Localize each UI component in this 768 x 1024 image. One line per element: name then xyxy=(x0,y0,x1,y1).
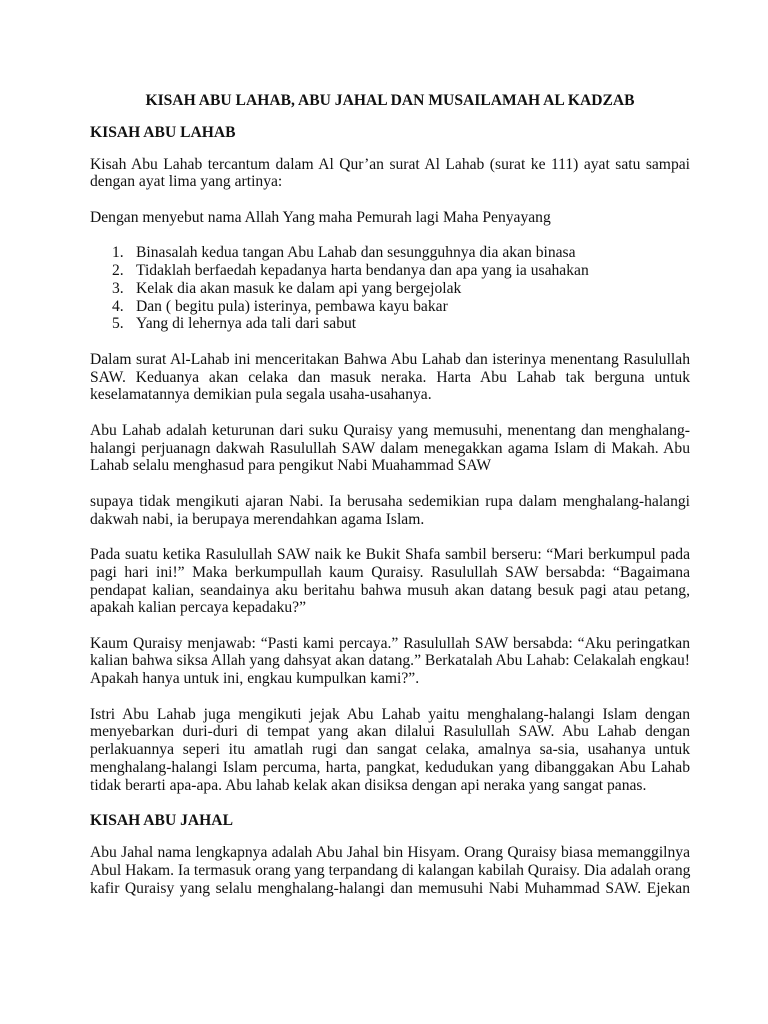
text-line: halangi perjuanagn dakwah Rasulullah SAW dalam menegakkan agama Islam di Makah. Abu xyxy=(90,439,690,457)
intro-paragraph xyxy=(90,156,690,192)
bismillah-paragraph xyxy=(90,209,690,227)
text-line: kalian bahwa siksa Allah yang dahsyat akan datang.” Berkatalah Abu Lahab: Celakalah engkau! xyxy=(90,652,690,670)
text-line: Abu Lahab adalah keturunan dari suku Quraisy yang memusuhi, menentang dan menghalang- xyxy=(90,421,690,439)
list-number: 4. xyxy=(112,297,124,315)
body-paragraph xyxy=(90,422,690,475)
text-line: menyebarkan duri-duri di tempat yang akan dilalui Rasulullah SAW. Abu Lahab dengan xyxy=(90,723,690,741)
list-item xyxy=(90,298,690,316)
list-text: Dan ( begitu pula) isterinya, pembawa kayu bakar xyxy=(136,297,448,315)
text-line: SAW. Keduanya akan celaka dan masuk neraka. Harta Abu Lahab tak berguna untuk xyxy=(90,368,690,386)
text-line: dengan ayat lima yang artinya: xyxy=(90,173,283,191)
body-paragraph xyxy=(90,546,690,617)
text-line: menghalang-halangi Islam percuma, harta, pangkat, kedudukan yang dibanggakan Abu Lahab xyxy=(90,759,690,777)
verse-list xyxy=(90,244,690,333)
text-line: Dengan menyebut nama Allah Yang maha Pemurah lagi Maha Penyayang xyxy=(90,208,551,226)
body-paragraph xyxy=(90,493,690,529)
list-text: Tidaklah berfaedah kepadanya harta bendanya dan apa yang ia usahakan xyxy=(136,261,589,279)
text-line: perlakuannya seperi itu amatlah rugi dan sangat celaka, amalnya sa-sia, usahanya untuk xyxy=(90,741,690,759)
list-text: Yang di lehernya ada tali dari sabut xyxy=(136,315,357,333)
text-line: Abu Jahal nama lengkapnya adalah Abu Jahal bin Hisyam. Orang Quraisy biasa memanggilnya xyxy=(90,844,690,862)
list-number: 3. xyxy=(112,279,124,297)
document-title: KISAH ABU LAHAB, ABU JAHAL DAN MUSAILAMAH AL KADZAB xyxy=(145,92,635,109)
list-text: Binasalah kedua tangan Abu Lahab dan sesungguhnya dia akan binasa xyxy=(136,244,576,262)
text-line: kafir Quraisy yang selalu menghalang-halangi dan memusuhi Nabi Muhammad SAW. Ejekan xyxy=(90,879,690,897)
text-line: Lahab selalu menghasud para pengikut Nabi Muahammad SAW xyxy=(90,457,492,475)
section-heading-abu-jahal: KISAH ABU JAHAL xyxy=(90,812,233,830)
list-item xyxy=(90,280,690,298)
text-line: tidak berarti apa-apa. Abu lahab kelak akan disiksa dengan api neraka yang sangat panas. xyxy=(90,776,647,794)
text-line: Kaum Quraisy menjawab: “Pasti kami percaya.” Rasulullah SAW bersabda: “Aku peringatkan xyxy=(90,634,690,652)
body-paragraph xyxy=(90,706,690,795)
list-item xyxy=(90,262,690,280)
document-page xyxy=(90,92,690,915)
text-line: Pada suatu ketika Rasulullah SAW naik ke Bukit Shafa sambil berseru: “Mari berkumpul pada xyxy=(90,545,690,563)
text-line: dakwah nabi, ia berupaya merendahkan agama Islam. xyxy=(90,510,425,528)
list-item xyxy=(90,244,690,262)
list-text: Kelak dia akan masuk ke dalam api yang bergejolak xyxy=(136,279,462,297)
text-line: Istri Abu Lahab juga mengikuti jejak Abu Lahab yaitu menghalang-halangi Islam dengan xyxy=(90,705,690,723)
text-line: Dalam surat Al-Lahab ini menceritakan Bahwa Abu Lahab dan isterinya menentang Rasulullah xyxy=(90,350,690,368)
text-line: Kisah Abu Lahab tercantum dalam Al Qur’an surat Al Lahab (surat ke 111) ayat satu sampai xyxy=(90,155,690,173)
body-paragraph xyxy=(90,351,690,404)
list-item xyxy=(90,315,690,333)
text-line: keselamatannya demikian pula segala usaha-usahanya. xyxy=(90,386,432,404)
text-line: supaya tidak mengikuti ajaran Nabi. Ia berusaha sedemikian rupa dalam menghalang-halangi xyxy=(90,492,690,510)
list-number: 1. xyxy=(112,244,124,262)
section-heading-abu-lahab: KISAH ABU LAHAB xyxy=(90,123,236,141)
text-line: Apakah hanya untuk ini, engkau kumpulkan kami?”. xyxy=(90,670,420,688)
list-number: 2. xyxy=(112,261,124,279)
text-line: Abul Hakam. Ia termasuk orang yang terpandang di kalangan kabilah Quraisy. Dia adalah orang xyxy=(90,861,691,879)
abu-jahal-paragraph xyxy=(90,844,690,897)
body-paragraph xyxy=(90,635,690,688)
list-number: 5. xyxy=(112,315,124,333)
text-line: pagi hari ini!” Maka berkumpullah kaum Quraisy. Rasulullah SAW bersabda: “Bagaimana xyxy=(90,563,690,581)
text-line: apakah kalian percaya kepadaku?” xyxy=(90,599,307,617)
text-line: pendapat kalian, seandainya aku beritahu bahwa musuh akan datang besuk pagi atau petang, xyxy=(90,581,690,599)
